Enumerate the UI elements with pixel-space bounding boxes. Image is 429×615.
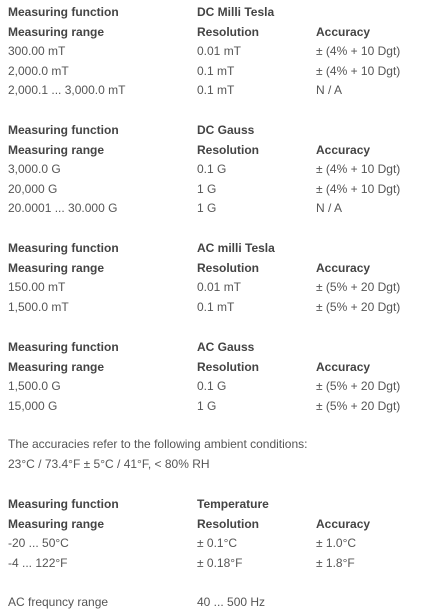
ac-frequency-label: AC frequncy range <box>8 595 109 609</box>
range-header: Measuring range <box>8 359 105 374</box>
resolution-header: Resolution <box>197 260 259 275</box>
resolution-cell: 1 G <box>197 181 217 196</box>
table-row <box>0 42 429 62</box>
function-label: Measuring function <box>8 340 119 354</box>
spec-table-ac-milli-tesla <box>0 239 429 317</box>
range-header: Measuring range <box>8 24 105 39</box>
resolution-cell: 0.01 mT <box>197 44 242 58</box>
function-row <box>0 239 429 259</box>
table-row <box>0 534 429 554</box>
function-label: Measuring function <box>8 5 119 19</box>
ac-frequency-range <box>0 593 429 613</box>
resolution-cell: 0.1 mT <box>197 63 235 78</box>
header-row <box>0 515 429 535</box>
range-cell: 3,000.0 G <box>8 162 61 176</box>
resolution-cell: 0.1 mT <box>197 83 235 97</box>
accuracy-cell: ± (4% + 10 Dgt) <box>316 63 401 78</box>
accuracy-cell: ± (5% + 20 Dgt) <box>316 280 401 294</box>
table-row <box>0 199 429 219</box>
range-cell: 300.00 mT <box>8 44 66 58</box>
resolution-header: Resolution <box>197 516 259 531</box>
resolution-cell: ± 0.18°F <box>197 555 243 570</box>
accuracy-cell: ± (4% + 10 Dgt) <box>316 44 401 58</box>
note-line-2: 23°C / 73.4°F ± 5°C / 41°F, < 80% RH <box>8 456 210 471</box>
function-row <box>0 495 429 515</box>
function-label: Measuring function <box>8 123 119 137</box>
accuracy-cell: ± (5% + 20 Dgt) <box>316 379 401 393</box>
function-value: Temperature <box>197 497 269 511</box>
range-header: Measuring range <box>8 260 105 275</box>
range-cell: 20.0001 ... 30.000 G <box>8 201 118 215</box>
spec-table-dc-gauss <box>0 121 429 219</box>
ac-frequency-row <box>0 593 429 613</box>
table-row <box>0 81 429 101</box>
range-cell: 15,000 G <box>8 398 58 413</box>
table-row <box>0 278 429 298</box>
resolution-cell: 0.1 G <box>197 379 227 393</box>
resolution-cell: 0.01 mT <box>197 280 242 294</box>
function-value: DC Gauss <box>197 123 255 137</box>
function-value: AC milli Tesla <box>197 241 275 255</box>
range-header: Measuring range <box>8 142 105 157</box>
table-row <box>0 554 429 574</box>
range-cell: -4 ... 122°F <box>8 555 68 570</box>
range-cell: 1,500.0 mT <box>8 299 69 314</box>
accuracy-cell: N / A <box>316 83 343 97</box>
range-cell: 150.00 mT <box>8 280 66 294</box>
range-cell: 1,500.0 G <box>8 379 61 393</box>
accuracy-header: Accuracy <box>316 142 371 157</box>
accuracy-header: Accuracy <box>316 516 371 531</box>
range-cell: 2,000.0 mT <box>8 63 69 78</box>
function-value: DC Milli Tesla <box>197 5 275 19</box>
accuracy-header: Accuracy <box>316 260 371 275</box>
resolution-header: Resolution <box>197 24 259 39</box>
table-row <box>0 397 429 417</box>
range-header: Measuring range <box>8 516 105 531</box>
resolution-cell: 1 G <box>197 398 217 413</box>
accuracy-cell: N / A <box>316 201 343 215</box>
table-row <box>0 377 429 397</box>
accuracy-header: Accuracy <box>316 24 371 39</box>
accuracy-cell: ± 1.0°C <box>316 536 357 550</box>
accuracy-note <box>8 435 308 474</box>
table-row <box>0 160 429 180</box>
range-cell: 20,000 G <box>8 181 58 196</box>
accuracy-cell: ± (4% + 10 Dgt) <box>316 162 401 176</box>
accuracy-cell: ± (4% + 10 Dgt) <box>316 181 401 196</box>
range-cell: -20 ... 50°C <box>8 536 69 550</box>
resolution-cell: 0.1 mT <box>197 299 235 314</box>
function-row <box>0 338 429 358</box>
resolution-header: Resolution <box>197 142 259 157</box>
table-row <box>0 62 429 82</box>
header-row <box>0 259 429 279</box>
spec-table-temperature <box>0 495 429 573</box>
header-row <box>0 23 429 43</box>
header-row <box>0 141 429 161</box>
table-row <box>0 298 429 318</box>
accuracy-cell: ± (5% + 20 Dgt) <box>316 299 401 314</box>
resolution-cell: 0.1 G <box>197 162 227 176</box>
range-cell: 2,000.1 ... 3,000.0 mT <box>8 83 126 97</box>
resolution-cell: 1 G <box>197 201 217 215</box>
function-label: Measuring function <box>8 241 119 255</box>
header-row <box>0 358 429 378</box>
accuracy-header: Accuracy <box>316 359 371 374</box>
spec-table-dc-milli-tesla <box>0 3 429 101</box>
spec-table-ac-gauss <box>0 338 429 416</box>
ac-frequency-value: 40 ... 500 Hz <box>197 595 266 609</box>
function-row <box>0 3 429 23</box>
resolution-header: Resolution <box>197 359 259 374</box>
resolution-cell: ± 0.1°C <box>197 536 238 550</box>
note-line-1: The accuracies refer to the following ambient conditions: <box>8 437 308 451</box>
function-label: Measuring function <box>8 497 119 511</box>
function-row <box>0 121 429 141</box>
table-row <box>0 180 429 200</box>
accuracy-cell: ± (5% + 20 Dgt) <box>316 398 401 413</box>
function-value: AC Gauss <box>197 340 255 354</box>
accuracy-cell: ± 1.8°F <box>316 555 355 570</box>
